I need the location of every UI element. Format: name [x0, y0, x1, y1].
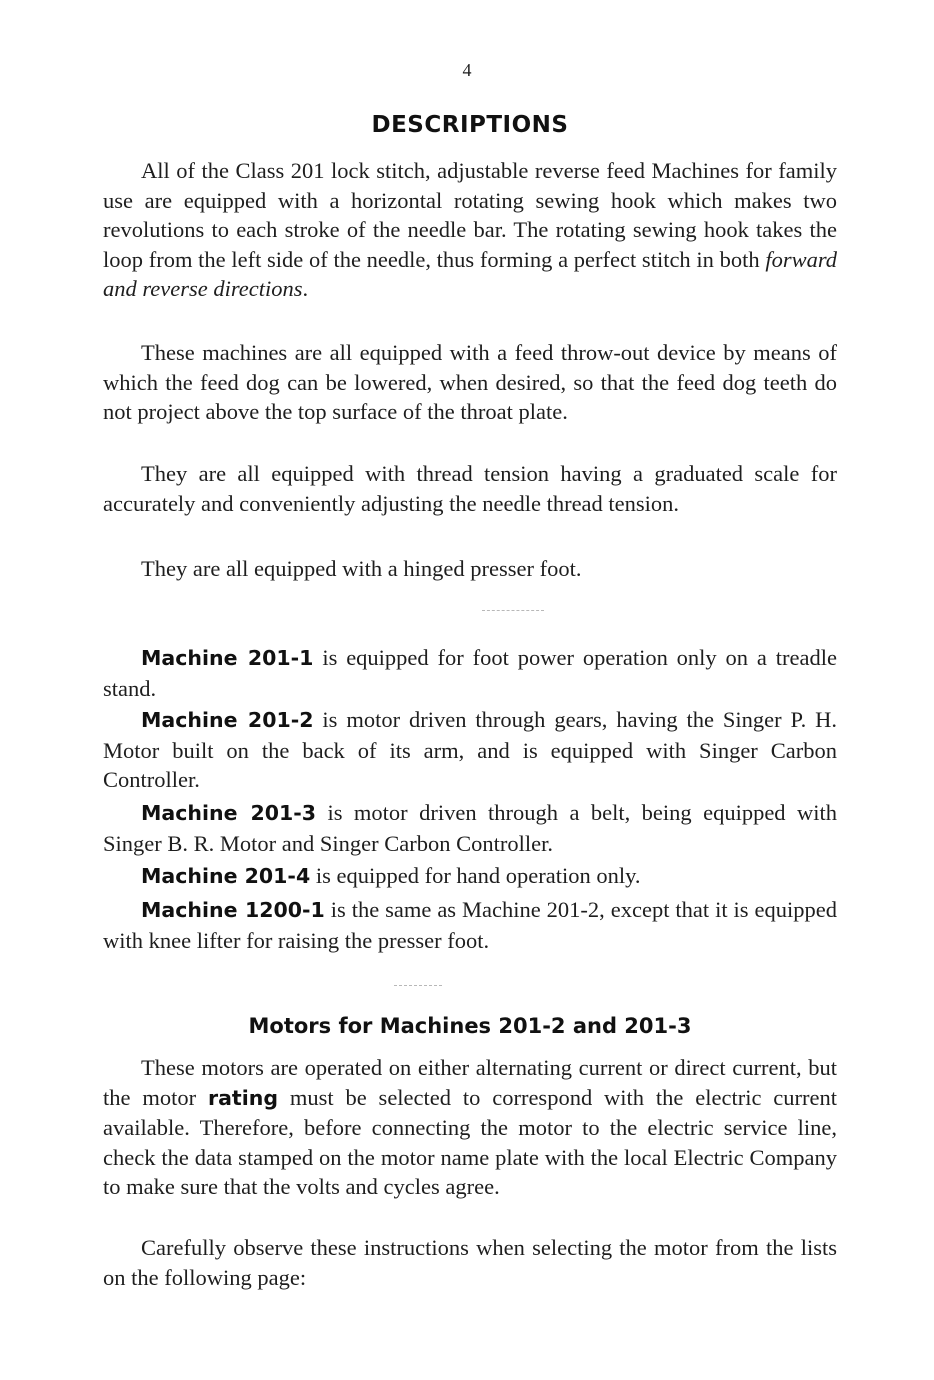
machine-paragraph: [103, 705, 837, 795]
machine-description: is equipped for hand operation only.: [310, 863, 641, 888]
motors-paragraph-rating-after: must be selected to correspond with the electric current available. Therefore, before connecting the motor to the electric service line, check the data stamped on the motor name plate with the local Electric Company to make sure that the volts and cycles agree.: [103, 1084, 838, 1200]
description-paragraph-tension: They are all equipped with thread tension having a graduated scale for accurately and conveniently adjusting the needle thread tension.: [103, 461, 837, 516]
motors-paragraph-rating: [103, 1053, 837, 1202]
machine-name: Machine 201-4: [141, 864, 311, 888]
description-paragraph-hook: [103, 156, 837, 304]
motors-heading: Motors for Machines 201-2 and 201-3: [248, 1014, 692, 1038]
machine-description: is motor driven through a belt, being equipped with Singer B. R. Motor and Singer Carbon Controller.: [103, 800, 837, 856]
machine-paragraph: [103, 643, 837, 703]
description-paragraph-hook-text: All of the Class 201 lock stitch, adjustable reverse feed Machines for family use are equipped with a horizontal rotating sewing hook which makes two revolutions to each stroke of the needle bar. The rotating sewing hook takes the loop from the left side of the needle, thus forming a perfect stitch in both: [103, 158, 837, 272]
machine-paragraph: [103, 798, 837, 858]
section-divider: [394, 985, 442, 986]
description-paragraph-hook-italic: forward and reverse directions: [103, 246, 837, 302]
machine-paragraph: [103, 895, 837, 955]
page-number: 4: [462, 60, 472, 80]
description-paragraph-presser-foot: They are all equipped with a hinged presser foot.: [141, 556, 582, 581]
machine-name: Machine 201-1: [141, 646, 314, 670]
machine-description: is equipped for foot power operation only on a treadle stand.: [103, 645, 837, 701]
description-paragraph-feed: These machines are all equipped with a feed throw-out device by means of which the feed dog can be lowered, when desired, so that the feed dog teeth do not project above the top surface of the throat plate.: [103, 340, 837, 425]
machine-name: Machine 201-2: [141, 708, 314, 732]
motors-paragraph-instructions: Carefully observe these instructions when selecting the motor from the lists on the following page:: [103, 1235, 837, 1290]
machine-description: is the same as Machine 201-2, except that it is equipped with knee lifter for raising the presser foot.: [103, 897, 837, 953]
description-paragraph-hook-end: .: [302, 276, 309, 302]
machine-name: Machine 201-3: [141, 801, 317, 825]
motors-paragraph-rating-before: These motors are operated on either alternating current or direct current, but the motor: [103, 1055, 837, 1110]
machine-description: is motor driven through gears, having the Singer P. H. Motor built on the back of its arm, and is equipped with Singer Carbon Controller.: [103, 707, 837, 793]
machine-paragraph: [103, 861, 837, 892]
motors-paragraph-rating-bold: rating: [207, 1085, 278, 1110]
section-divider: [482, 610, 544, 611]
machine-name: Machine 1200-1: [141, 898, 325, 922]
descriptions-heading: DESCRIPTIONS: [371, 112, 569, 138]
